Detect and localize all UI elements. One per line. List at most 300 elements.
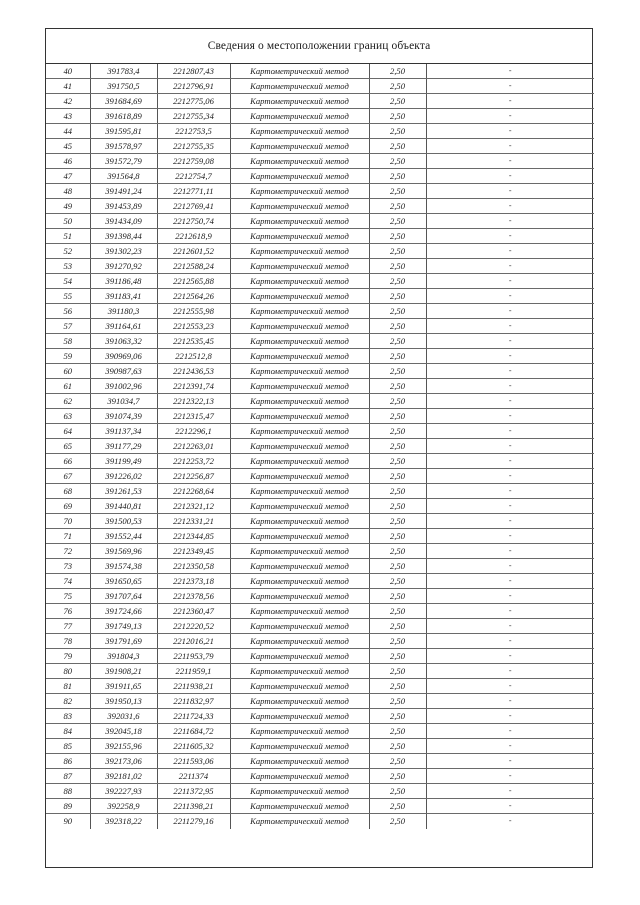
coordinate-x-cell: 392173,06 <box>90 754 157 769</box>
coordinate-x-cell: 391595,81 <box>90 124 157 139</box>
table-row <box>46 214 594 229</box>
table-row <box>46 499 594 514</box>
table-row <box>46 589 594 604</box>
coordinate-x-cell: 391164,61 <box>90 319 157 334</box>
method-cell: Картометрический метод <box>230 319 369 334</box>
coordinate-x-cell: 391791,69 <box>90 634 157 649</box>
accuracy-cell: 2,50 <box>369 709 426 724</box>
coordinate-y-cell: 2212256,87 <box>157 469 230 484</box>
table-row <box>46 94 594 109</box>
method-cell: Картометрический метод <box>230 304 369 319</box>
coordinate-y-cell: 2212555,98 <box>157 304 230 319</box>
table-row <box>46 439 594 454</box>
accuracy-cell: 2,50 <box>369 694 426 709</box>
coordinate-x-cell: 391180,3 <box>90 304 157 319</box>
table-row <box>46 739 594 754</box>
note-cell: - <box>426 679 594 694</box>
method-cell: Картометрический метод <box>230 634 369 649</box>
note-cell: - <box>426 739 594 754</box>
coordinate-x-cell: 391199,49 <box>90 454 157 469</box>
method-cell: Картометрический метод <box>230 619 369 634</box>
point-number-cell: 86 <box>46 754 90 769</box>
note-cell: - <box>426 439 594 454</box>
table-row <box>46 154 594 169</box>
table-row <box>46 769 594 784</box>
coordinate-x-cell: 392045,18 <box>90 724 157 739</box>
accuracy-cell: 2,50 <box>369 139 426 154</box>
point-number-cell: 52 <box>46 244 90 259</box>
table-row <box>46 139 594 154</box>
method-cell: Картометрический метод <box>230 349 369 364</box>
method-cell: Картометрический метод <box>230 274 369 289</box>
note-cell: - <box>426 574 594 589</box>
coordinate-y-cell: 2212564,26 <box>157 289 230 304</box>
coordinate-y-cell: 2212535,45 <box>157 334 230 349</box>
accuracy-cell: 2,50 <box>369 499 426 514</box>
accuracy-cell: 2,50 <box>369 754 426 769</box>
coordinate-x-cell: 391137,34 <box>90 424 157 439</box>
method-cell: Картометрический метод <box>230 469 369 484</box>
coordinate-y-cell: 2212391,74 <box>157 379 230 394</box>
coordinate-y-cell: 2212769,41 <box>157 199 230 214</box>
coordinate-x-cell: 391034,7 <box>90 394 157 409</box>
method-cell: Картометрический метод <box>230 574 369 589</box>
note-cell: - <box>426 664 594 679</box>
method-cell: Картометрический метод <box>230 679 369 694</box>
accuracy-cell: 2,50 <box>369 739 426 754</box>
coordinate-y-cell: 2212753,5 <box>157 124 230 139</box>
point-number-cell: 68 <box>46 484 90 499</box>
coordinate-y-cell: 2212565,88 <box>157 274 230 289</box>
accuracy-cell: 2,50 <box>369 814 426 829</box>
point-number-cell: 62 <box>46 394 90 409</box>
note-cell: - <box>426 139 594 154</box>
table-row <box>46 169 594 184</box>
coordinate-y-cell: 2212331,21 <box>157 514 230 529</box>
accuracy-cell: 2,50 <box>369 604 426 619</box>
method-cell: Картометрический метод <box>230 334 369 349</box>
accuracy-cell: 2,50 <box>369 544 426 559</box>
table-row <box>46 259 594 274</box>
coordinate-x-cell: 390969,06 <box>90 349 157 364</box>
point-number-cell: 73 <box>46 559 90 574</box>
point-number-cell: 56 <box>46 304 90 319</box>
note-cell: - <box>426 394 594 409</box>
accuracy-cell: 2,50 <box>369 94 426 109</box>
point-number-cell: 69 <box>46 499 90 514</box>
point-number-cell: 40 <box>46 64 90 79</box>
coordinate-y-cell: 2212807,43 <box>157 64 230 79</box>
coordinate-y-cell: 2211953,79 <box>157 649 230 664</box>
coordinate-y-cell: 2212373,18 <box>157 574 230 589</box>
point-number-cell: 59 <box>46 349 90 364</box>
method-cell: Картометрический метод <box>230 244 369 259</box>
table-title: Сведения о местоположении границ объекта <box>46 29 592 64</box>
point-number-cell: 82 <box>46 694 90 709</box>
accuracy-cell: 2,50 <box>369 109 426 124</box>
coordinate-x-cell: 391226,02 <box>90 469 157 484</box>
table-row <box>46 694 594 709</box>
note-cell: - <box>426 589 594 604</box>
method-cell: Картометрический метод <box>230 94 369 109</box>
coordinate-y-cell: 2211724,33 <box>157 709 230 724</box>
point-number-cell: 76 <box>46 604 90 619</box>
coordinate-y-cell: 2212253,72 <box>157 454 230 469</box>
coordinate-y-cell: 2211279,16 <box>157 814 230 829</box>
note-cell: - <box>426 244 594 259</box>
note-cell: - <box>426 289 594 304</box>
coordinate-y-cell: 2212755,34 <box>157 109 230 124</box>
coordinate-x-cell: 391650,65 <box>90 574 157 589</box>
table-row <box>46 109 594 124</box>
table-row <box>46 349 594 364</box>
point-number-cell: 67 <box>46 469 90 484</box>
coordinate-x-cell: 391491,24 <box>90 184 157 199</box>
point-number-cell: 57 <box>46 319 90 334</box>
coordinate-x-cell: 390987,63 <box>90 364 157 379</box>
coordinate-x-cell: 391783,4 <box>90 64 157 79</box>
method-cell: Картометрический метод <box>230 424 369 439</box>
table-row <box>46 274 594 289</box>
table-row <box>46 634 594 649</box>
table-row <box>46 679 594 694</box>
point-number-cell: 61 <box>46 379 90 394</box>
accuracy-cell: 2,50 <box>369 319 426 334</box>
accuracy-cell: 2,50 <box>369 304 426 319</box>
coordinate-x-cell: 391569,96 <box>90 544 157 559</box>
coordinate-y-cell: 2212263,01 <box>157 439 230 454</box>
note-cell: - <box>426 214 594 229</box>
point-number-cell: 42 <box>46 94 90 109</box>
table-row <box>46 364 594 379</box>
point-number-cell: 44 <box>46 124 90 139</box>
coordinate-y-cell: 2212268,64 <box>157 484 230 499</box>
coordinate-y-cell: 2212512,8 <box>157 349 230 364</box>
accuracy-cell: 2,50 <box>369 559 426 574</box>
point-number-cell: 49 <box>46 199 90 214</box>
coordinate-x-cell: 391574,38 <box>90 559 157 574</box>
method-cell: Картометрический метод <box>230 439 369 454</box>
coordinate-x-cell: 391724,66 <box>90 604 157 619</box>
table-row <box>46 199 594 214</box>
accuracy-cell: 2,50 <box>369 589 426 604</box>
point-number-cell: 60 <box>46 364 90 379</box>
table-row <box>46 319 594 334</box>
table-row <box>46 304 594 319</box>
coordinates-table-body <box>46 64 594 829</box>
accuracy-cell: 2,50 <box>369 469 426 484</box>
accuracy-cell: 2,50 <box>369 784 426 799</box>
method-cell: Картометрический метод <box>230 394 369 409</box>
table-row <box>46 379 594 394</box>
point-number-cell: 81 <box>46 679 90 694</box>
note-cell: - <box>426 559 594 574</box>
point-number-cell: 53 <box>46 259 90 274</box>
point-number-cell: 58 <box>46 334 90 349</box>
coordinate-y-cell: 2212350,58 <box>157 559 230 574</box>
point-number-cell: 48 <box>46 184 90 199</box>
coordinate-x-cell: 391750,5 <box>90 79 157 94</box>
table-row <box>46 79 594 94</box>
coordinate-y-cell: 2212378,56 <box>157 589 230 604</box>
coordinate-y-cell: 2212796,91 <box>157 79 230 94</box>
coordinate-y-cell: 2212016,21 <box>157 634 230 649</box>
method-cell: Картометрический метод <box>230 259 369 274</box>
accuracy-cell: 2,50 <box>369 259 426 274</box>
accuracy-cell: 2,50 <box>369 529 426 544</box>
accuracy-cell: 2,50 <box>369 334 426 349</box>
method-cell: Картометрический метод <box>230 649 369 664</box>
accuracy-cell: 2,50 <box>369 214 426 229</box>
coordinate-y-cell: 2211398,21 <box>157 799 230 814</box>
method-cell: Картометрический метод <box>230 409 369 424</box>
method-cell: Картометрический метод <box>230 604 369 619</box>
method-cell: Картометрический метод <box>230 484 369 499</box>
coordinate-y-cell: 2212759,08 <box>157 154 230 169</box>
coordinate-y-cell: 2211959,1 <box>157 664 230 679</box>
point-number-cell: 85 <box>46 739 90 754</box>
accuracy-cell: 2,50 <box>369 64 426 79</box>
accuracy-cell: 2,50 <box>369 289 426 304</box>
coordinate-y-cell: 2212750,74 <box>157 214 230 229</box>
note-cell: - <box>426 634 594 649</box>
accuracy-cell: 2,50 <box>369 679 426 694</box>
note-cell: - <box>426 529 594 544</box>
accuracy-cell: 2,50 <box>369 409 426 424</box>
note-cell: - <box>426 379 594 394</box>
point-number-cell: 87 <box>46 769 90 784</box>
coordinate-y-cell: 2212360,47 <box>157 604 230 619</box>
coordinate-x-cell: 391950,13 <box>90 694 157 709</box>
note-cell: - <box>426 64 594 79</box>
point-number-cell: 45 <box>46 139 90 154</box>
note-cell: - <box>426 784 594 799</box>
point-number-cell: 75 <box>46 589 90 604</box>
method-cell: Картометрический метод <box>230 694 369 709</box>
note-cell: - <box>426 364 594 379</box>
accuracy-cell: 2,50 <box>369 619 426 634</box>
coordinate-y-cell: 2212601,52 <box>157 244 230 259</box>
method-cell: Картометрический метод <box>230 364 369 379</box>
point-number-cell: 88 <box>46 784 90 799</box>
point-number-cell: 89 <box>46 799 90 814</box>
table-row <box>46 724 594 739</box>
point-number-cell: 80 <box>46 664 90 679</box>
table-row <box>46 544 594 559</box>
coordinate-x-cell: 391500,53 <box>90 514 157 529</box>
table-row <box>46 64 594 79</box>
table-row <box>46 664 594 679</box>
coordinate-x-cell: 391063,32 <box>90 334 157 349</box>
coordinate-y-cell: 2212315,47 <box>157 409 230 424</box>
accuracy-cell: 2,50 <box>369 244 426 259</box>
method-cell: Картометрический метод <box>230 109 369 124</box>
note-cell: - <box>426 469 594 484</box>
coordinate-y-cell: 2212321,12 <box>157 499 230 514</box>
accuracy-cell: 2,50 <box>369 514 426 529</box>
coordinate-x-cell: 391177,29 <box>90 439 157 454</box>
coordinate-x-cell: 392155,96 <box>90 739 157 754</box>
table-row <box>46 244 594 259</box>
table-row <box>46 184 594 199</box>
accuracy-cell: 2,50 <box>369 439 426 454</box>
method-cell: Картометрический метод <box>230 589 369 604</box>
point-number-cell: 46 <box>46 154 90 169</box>
point-number-cell: 71 <box>46 529 90 544</box>
point-number-cell: 47 <box>46 169 90 184</box>
coordinate-x-cell: 391302,23 <box>90 244 157 259</box>
coordinate-x-cell: 391911,65 <box>90 679 157 694</box>
coordinate-y-cell: 2211938,21 <box>157 679 230 694</box>
method-cell: Картометрический метод <box>230 214 369 229</box>
table-row <box>46 289 594 304</box>
coordinate-x-cell: 391398,44 <box>90 229 157 244</box>
method-cell: Картометрический метод <box>230 79 369 94</box>
accuracy-cell: 2,50 <box>369 574 426 589</box>
table-row <box>46 529 594 544</box>
point-number-cell: 77 <box>46 619 90 634</box>
accuracy-cell: 2,50 <box>369 274 426 289</box>
note-cell: - <box>426 304 594 319</box>
table-row <box>46 514 594 529</box>
coordinate-x-cell: 391270,92 <box>90 259 157 274</box>
table-row <box>46 229 594 244</box>
table-row <box>46 124 594 139</box>
note-cell: - <box>426 694 594 709</box>
note-cell: - <box>426 79 594 94</box>
coordinate-x-cell: 391002,96 <box>90 379 157 394</box>
coordinate-x-cell: 391434,09 <box>90 214 157 229</box>
table-row <box>46 814 594 829</box>
accuracy-cell: 2,50 <box>369 799 426 814</box>
method-cell: Картометрический метод <box>230 499 369 514</box>
table-row <box>46 709 594 724</box>
note-cell: - <box>426 199 594 214</box>
coordinate-y-cell: 2212220,52 <box>157 619 230 634</box>
accuracy-cell: 2,50 <box>369 454 426 469</box>
point-number-cell: 41 <box>46 79 90 94</box>
accuracy-cell: 2,50 <box>369 229 426 244</box>
note-cell: - <box>426 319 594 334</box>
point-number-cell: 83 <box>46 709 90 724</box>
coordinate-x-cell: 392227,93 <box>90 784 157 799</box>
note-cell: - <box>426 94 594 109</box>
table-row <box>46 799 594 814</box>
note-cell: - <box>426 274 594 289</box>
note-cell: - <box>426 799 594 814</box>
method-cell: Картометрический метод <box>230 139 369 154</box>
note-cell: - <box>426 124 594 139</box>
coordinate-x-cell: 391564,8 <box>90 169 157 184</box>
accuracy-cell: 2,50 <box>369 634 426 649</box>
method-cell: Картометрический метод <box>230 154 369 169</box>
coordinate-x-cell: 391749,13 <box>90 619 157 634</box>
method-cell: Картометрический метод <box>230 709 369 724</box>
method-cell: Картометрический метод <box>230 814 369 829</box>
accuracy-cell: 2,50 <box>369 349 426 364</box>
point-number-cell: 43 <box>46 109 90 124</box>
table-row <box>46 604 594 619</box>
coordinate-y-cell: 2212754,7 <box>157 169 230 184</box>
accuracy-cell: 2,50 <box>369 364 426 379</box>
coordinate-y-cell: 2212618,9 <box>157 229 230 244</box>
coordinate-x-cell: 391183,41 <box>90 289 157 304</box>
point-number-cell: 78 <box>46 634 90 649</box>
note-cell: - <box>426 454 594 469</box>
method-cell: Картометрический метод <box>230 754 369 769</box>
table-row <box>46 484 594 499</box>
coordinate-x-cell: 391684,69 <box>90 94 157 109</box>
note-cell: - <box>426 724 594 739</box>
note-cell: - <box>426 754 594 769</box>
table-row <box>46 784 594 799</box>
note-cell: - <box>426 604 594 619</box>
note-cell: - <box>426 619 594 634</box>
coordinate-y-cell: 2211832,97 <box>157 694 230 709</box>
point-number-cell: 84 <box>46 724 90 739</box>
coordinate-y-cell: 2212771,11 <box>157 184 230 199</box>
method-cell: Картометрический метод <box>230 664 369 679</box>
coordinate-x-cell: 391804,3 <box>90 649 157 664</box>
note-cell: - <box>426 169 594 184</box>
point-number-cell: 50 <box>46 214 90 229</box>
table-row <box>46 619 594 634</box>
coordinate-x-cell: 391578,97 <box>90 139 157 154</box>
coordinate-y-cell: 2212588,24 <box>157 259 230 274</box>
accuracy-cell: 2,50 <box>369 124 426 139</box>
coordinate-x-cell: 391908,21 <box>90 664 157 679</box>
accuracy-cell: 2,50 <box>369 484 426 499</box>
point-number-cell: 74 <box>46 574 90 589</box>
coordinate-x-cell: 391186,48 <box>90 274 157 289</box>
method-cell: Картометрический метод <box>230 529 369 544</box>
note-cell: - <box>426 229 594 244</box>
coordinate-x-cell: 391453,89 <box>90 199 157 214</box>
point-number-cell: 54 <box>46 274 90 289</box>
method-cell: Картометрический метод <box>230 169 369 184</box>
method-cell: Картометрический метод <box>230 289 369 304</box>
coordinate-x-cell: 392181,02 <box>90 769 157 784</box>
note-cell: - <box>426 514 594 529</box>
method-cell: Картометрический метод <box>230 724 369 739</box>
coordinate-x-cell: 392318,22 <box>90 814 157 829</box>
coordinate-x-cell: 391572,79 <box>90 154 157 169</box>
point-number-cell: 55 <box>46 289 90 304</box>
coordinate-y-cell: 2212553,23 <box>157 319 230 334</box>
table-row <box>46 469 594 484</box>
accuracy-cell: 2,50 <box>369 424 426 439</box>
note-cell: - <box>426 109 594 124</box>
point-number-cell: 72 <box>46 544 90 559</box>
note-cell: - <box>426 709 594 724</box>
table-row <box>46 424 594 439</box>
coordinate-y-cell: 2211372,95 <box>157 784 230 799</box>
method-cell: Картометрический метод <box>230 544 369 559</box>
coordinate-y-cell: 2211684,72 <box>157 724 230 739</box>
method-cell: Картометрический метод <box>230 379 369 394</box>
point-number-cell: 79 <box>46 649 90 664</box>
coordinate-y-cell: 2211605,32 <box>157 739 230 754</box>
coordinate-y-cell: 2211374 <box>157 769 230 784</box>
table-row <box>46 754 594 769</box>
note-cell: - <box>426 769 594 784</box>
method-cell: Картометрический метод <box>230 784 369 799</box>
table-row <box>46 394 594 409</box>
accuracy-cell: 2,50 <box>369 154 426 169</box>
method-cell: Картометрический метод <box>230 199 369 214</box>
coordinate-x-cell: 392031,6 <box>90 709 157 724</box>
point-number-cell: 70 <box>46 514 90 529</box>
